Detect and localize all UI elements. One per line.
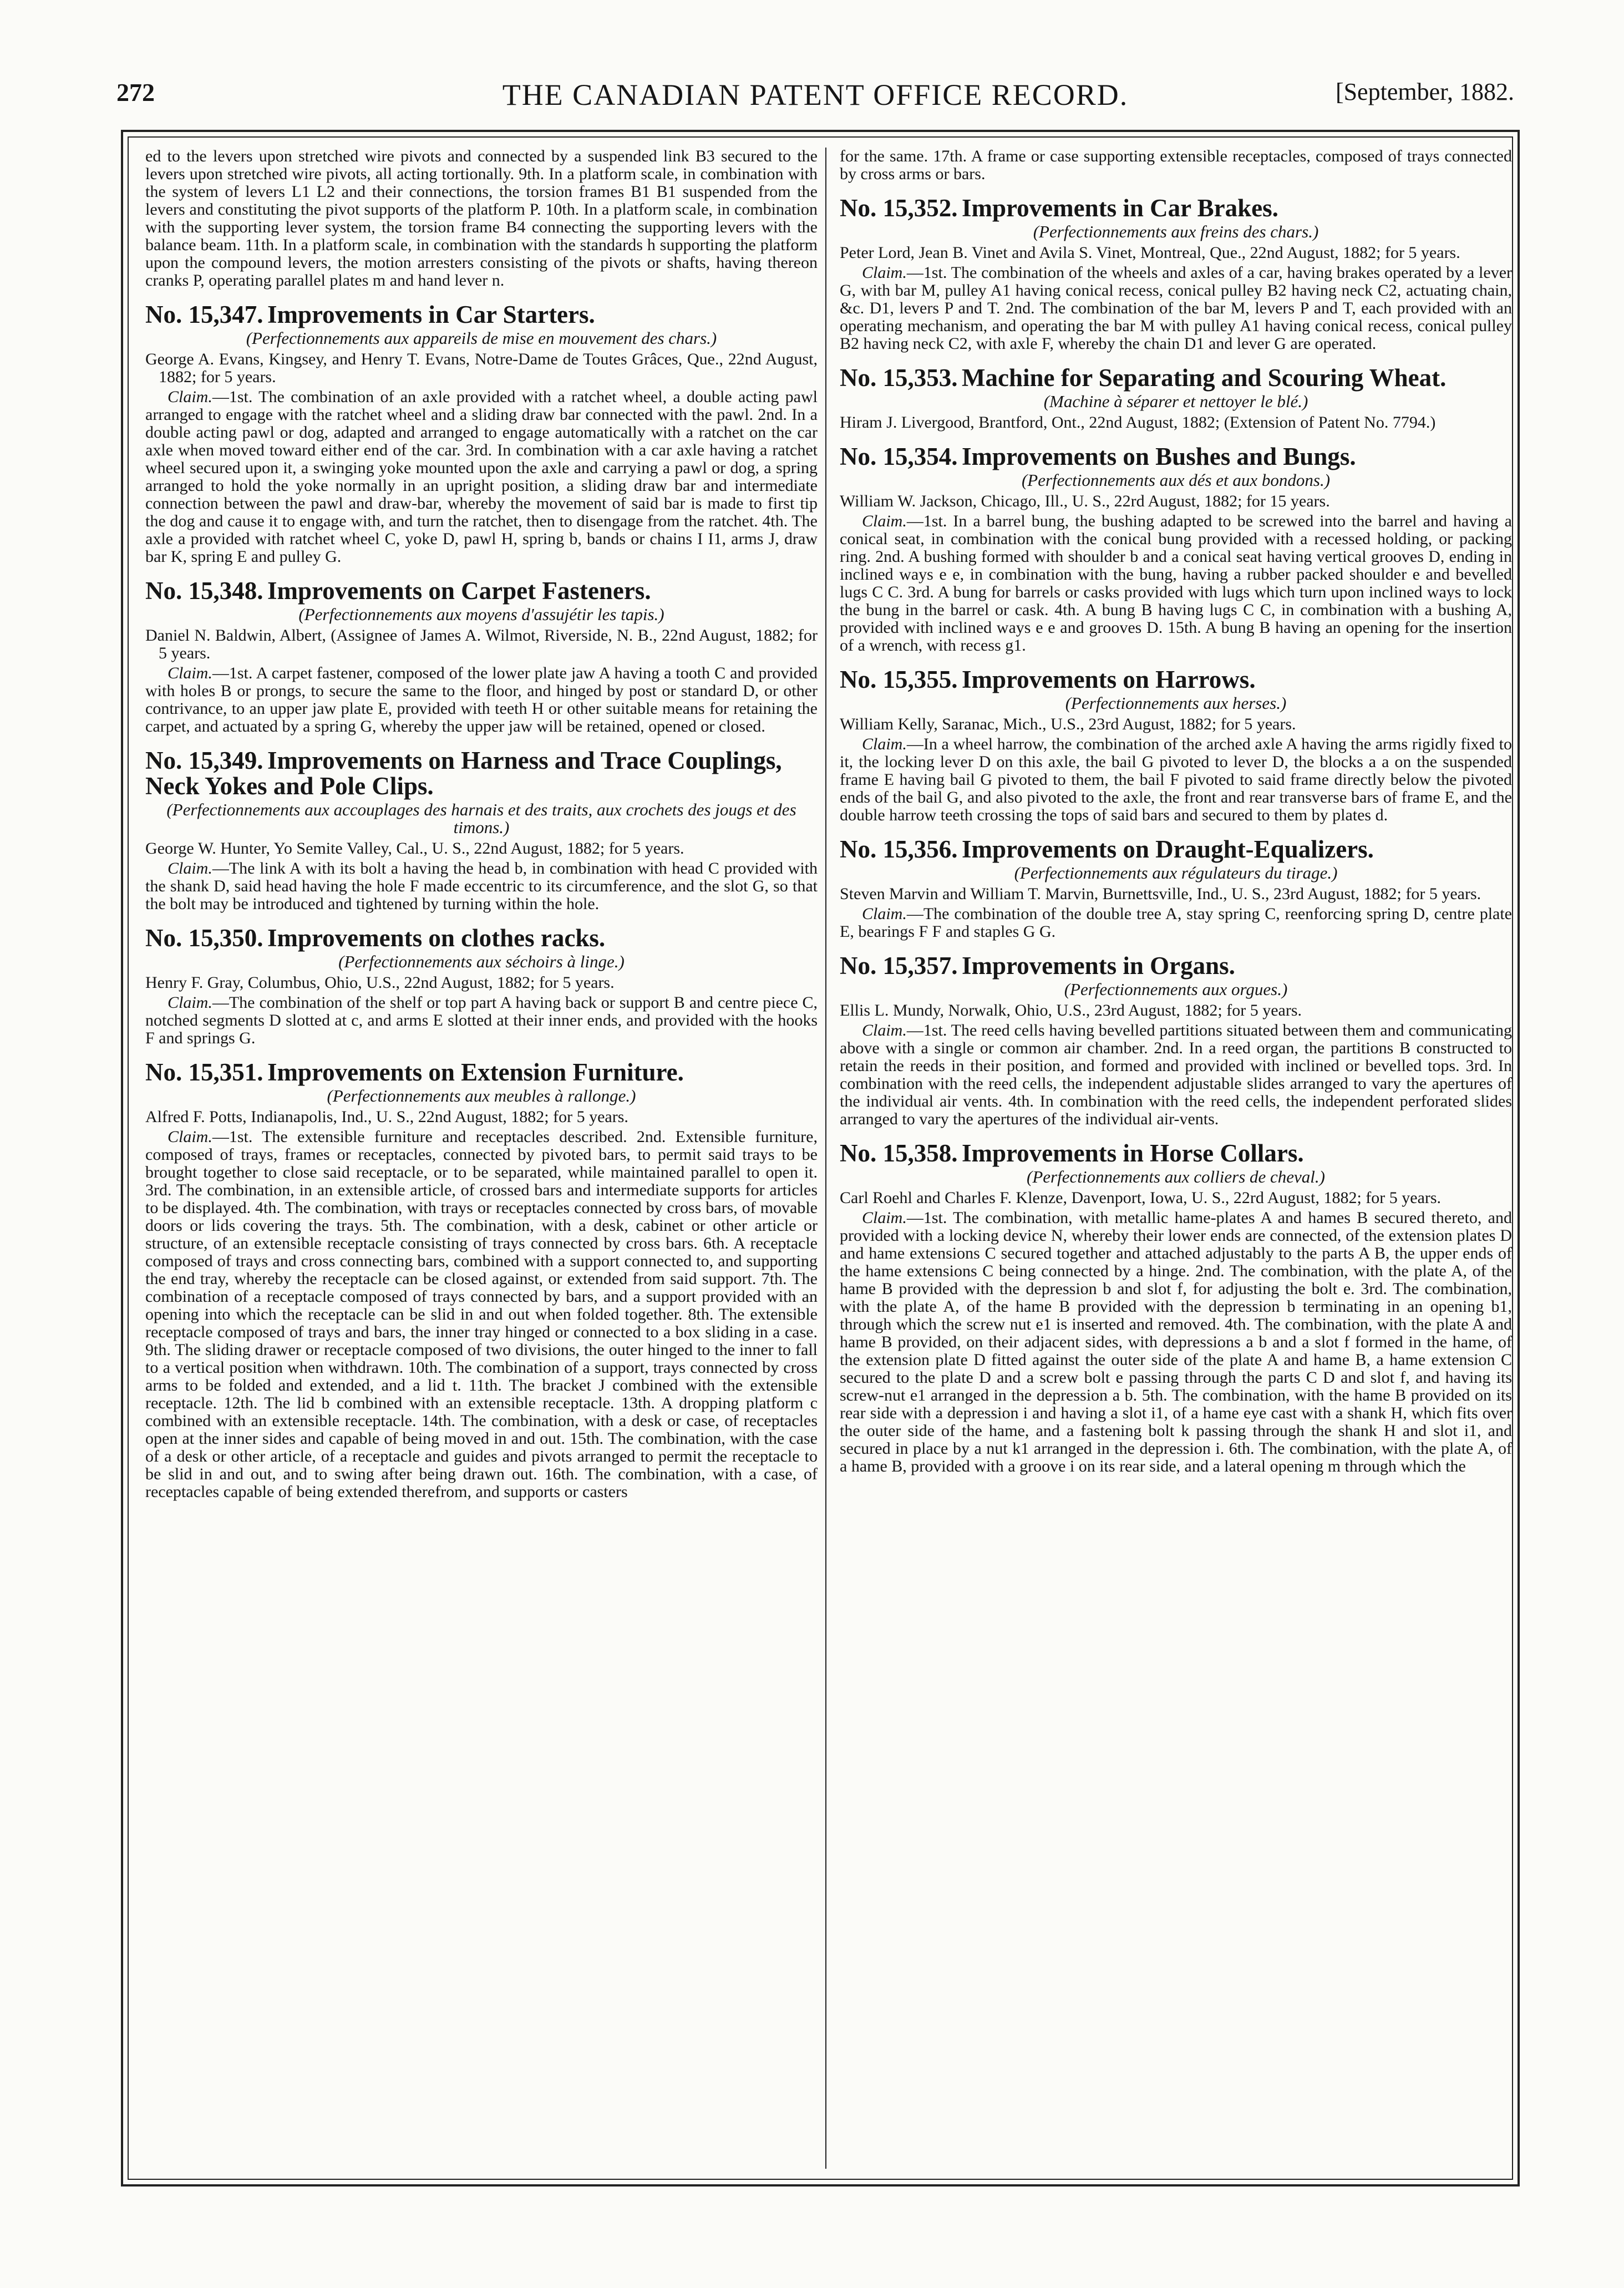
claim-text: —1st. In a barrel bung, the bushing adapted to be screwed into the barrel and having a conical seat, in combination with the conical bung provided with a recessed holding, or packing ring. 2nd. A bushing formed with shoulder b and a conical seat having vertical grooves D, ending in inclined ways e e, in combination with the bung, having a rubber packed shoulder e and bevelled lugs C C. 3rd. A bung for barrels or casks provided with lugs which turn upon inclined ways to lock the bung in the barrel or cask. 4th. A bung B having lugs C C, in combination with a bushing A, provided with inclined ways e e and grooves D. 15th. A bung B having an opening for the insertion of a wrench, with recess g1. [840,512,1512,655]
patent-applicant: Hiram J. Livergood, Brantford, Ont., 22nd August, 1882; (Extension of Patent No. 7794.) [840,413,1436,432]
patent-french-title: (Perfectionnements aux meubles à rallonge.) [327,1086,636,1105]
patent-claim [145,1128,818,1501]
left-column [145,148,818,1501]
patent-claim [840,1022,1512,1128]
patent-heading [840,444,1512,469]
patent-entry [145,578,818,735]
patent-number: No. 15,356. [840,835,958,863]
patent-applicant: George A. Evans, Kingsey, and Henry T. Evans, Notre-Dame de Toutes Grâces, Que., 22nd August, 1882; for 5 years. [145,350,818,386]
patent-applicant: George W. Hunter, Yo Semite Valley, Cal., U. S., 22nd August, 1882; for 5 years. [145,839,684,858]
patent-french-title: (Perfectionnements aux appareils de mise en mouvement des chars.) [246,328,717,348]
patent-heading [145,925,818,951]
patent-heading [145,302,818,327]
page-header [116,78,1514,116]
patent-french-title: (Perfectionnements aux colliers de cheval.) [1027,1167,1325,1186]
patent-title: Improvements on Harness and Trace Couplings, Neck Yokes and Pole Clips. [145,747,782,800]
patent-applicant: Steven Marvin and William T. Marvin, Burnettsville, Ind., U. S., 23rd August, 1882; for 5 years. [840,885,1481,903]
patent-entry [840,836,1512,941]
patent-number: No. 15,353. [840,364,958,392]
patent-title: Improvements in Organs. [962,952,1235,980]
patent-number: No. 15,357. [840,952,958,980]
claim-text: —The link A with its bolt a having the head b, in combination with head C provided with the shank D, said head having the hole F made eccentric to its circumference, and the slot G, so that the bolt may be introduced and tightened by turning within the hole. [145,859,818,913]
patent-title: Improvements on Bushes and Bungs. [962,443,1356,470]
patent-number: No. 15,355. [840,666,958,693]
patent-title: Improvements on Extension Furniture. [267,1058,684,1086]
claim-label: Claim. [168,664,212,682]
patent-heading [840,1140,1512,1166]
claim-label: Claim. [168,993,212,1012]
claim-text: —1st. A carpet fastener, composed of the lower plate jaw A having a tooth C and provided with holes B or prongs, to secure the same to the floor, and hinged by post or standard D, or other contrivance, to an upper jaw plate E, provided with teeth H or other suitable means for retaining the carpet, and actuated by a spring G, whereby the upper jaw will be retained, opened or closed. [145,664,818,735]
patent-number: No. 15,350. [145,924,263,952]
claim-text: —1st. The extensible furniture and receptacles described. 2nd. Extensible furniture, composed of trays, frames or receptacles, connected by pivoted bars, to permit said trays to be brought together to close said receptacle, or to be separated, while maintained parallel to open it. 3rd. The combination, in an extensible article, of crossed bars and intermediate supports for articles to be displayed. 4th. The combination, with trays or receptacles connected by cross bars, of movable doors or lids covering the trays. 5th. The combination, with a desk, cabinet or other article or structure, of an extensible receptacle consisting of trays connected by cross bars. 6th. A receptacle composed of trays and cross connecting bars, combined with a support connected to, and supporting the end tray, whereby the receptacle can be closed against, or extended from said support. 7th. The combination of a receptacle composed of trays connected by bars, and a support provided with an opening into which the receptacle can be slid in and out when folded together. 8th. The extensible receptacle composed of trays and bars, the inner tray hinged or connected to a box sliding in a case. 9th. The sliding drawer or receptacle composed of two divisions, the outer hinged to the inner to fall to a vertical position when withdrawn. 10th. The combination of a support, trays connected by cross arms to be folded and extended, and a lid t. 11th. The bracket J combined with the extensible receptacle. 12th. The lid b combined with an extensible receptacle. 13th. A dropping platform c combined with an extensible receptacle. 14th. The combination, with a desk or case, of receptacles open at the inner sides and capable of being moved in and out. 15th. The combination, with the case of a desk or other article, of a receptacle and guides and pivots arranged to permit the receptacle to be slid in and out, and to swing after being drawn out. 16th. The combination, with a case, of receptacles capable of being extended therefrom, and supports or casters [145,1128,818,1501]
patent-applicant: Alfred F. Potts, Indianapolis, Ind., U. S., 22nd August, 1882; for 5 years. [145,1108,628,1126]
patent-heading [840,195,1512,221]
patent-heading [840,953,1512,978]
patent-title: Improvements on Carpet Fasteners. [267,577,651,605]
claim-text: —1st. The combination of an axle provided with a ratchet wheel, a double acting pawl arranged to engage with the ratchet wheel and a sliding draw bar connected with the pawl. 2nd. In a double acting pawl or dog, adapted and arranged to engage automatically with a ratchet on the car axle when moved toward either end of the car. 3rd. In combination with a car axle having a ratchet wheel secured upon it, a swinging yoke mounted upon the axle and carrying a pawl or dog, a spring arranged to hold the yoke normally in an upright position, a sliding draw bar and intermediate connection between the pawl and draw-bar, whereby the movement of said bar is made to first tip the dog and cause it to engage with, and turn the ratchet, then to disengage from the ratchet. 4th. The axle a provided with ratchet wheel C, yoke D, pawl H, spring b, bands or chains I I1, arms J, draw bar K, spring E and pulley G. [145,388,818,566]
patent-entry [145,302,818,566]
patent-entry [840,444,1512,655]
patent-entry [840,667,1512,824]
patent-claim [145,664,818,735]
patent-french-title: (Perfectionnements aux moyens d'assujétir les tapis.) [298,605,664,624]
patent-entry [840,195,1512,353]
claim-label: Claim. [862,512,907,530]
patent-entry [840,953,1512,1128]
claim-text: —1st. The reed cells having bevelled partitions situated between them and communicating above with a single or common air chamber. 2nd. In a reed organ, the partitions B constructed to retain the reeds in their position, and formed and provided with inclined or bevelled tops. 3rd. In combination with the reed cells, the independent adjustable slides arranged to vary the apertures of the individual air vents. 4th. In combination with the reed cells, the independent perforated slides arranged to vary the apertures of the individual air-vents. [840,1021,1512,1128]
patent-applicant: Henry F. Gray, Columbus, Ohio, U.S., 22nd August, 1882; for 5 years. [145,973,615,992]
patent-french-title: (Perfectionnements aux dés et aux bondons.) [1021,470,1331,490]
patent-claim [145,860,818,913]
patent-applicant: William Kelly, Saranac, Mich., U.S., 23rd August, 1882; for 5 years. [840,715,1296,733]
patent-applicant: Daniel N. Baldwin, Albert, (Assignee of James A. Wilmot, Riverside, N. B., 22nd August, 1882; for 5 years. [145,626,818,662]
continuation-text: for the same. 17th. A frame or case supporting extensible receptacles, composed of trays connected by cross arms or bars. [840,147,1512,183]
patent-french-title: (Machine à séparer et nettoyer le blé.) [1043,392,1308,411]
claim-text: —The combination of the shelf or top part A having back or support B and centre piece C, notched segments D slotted at c, and arms E slotted at their inner ends, and provided with the hooks F and springs G. [145,993,818,1047]
page-frame [121,130,1520,2186]
claim-text: —1st. The combination, with metallic hame-plates A and hames B secured thereto, and provided with a locking device N, whereby their lower ends are connected, of the extension plates D and hame extensions C secured together and attached adjustably to the parts A B, the upper ends of the hame extensions C being connected by a hinge. 2nd. The combination, with the plate A, of the hame B provided with the depression b and slot f, for adjusting the bolt e. 3rd. The combination, with the plate A, of the hame B provided with the depression b terminating in an opening b1, through which the screw nut e1 is inserted and removed. 4th. The combination, with the plate A and hame B provided, on their adjacent sides, with depressions a b and a slot f formed in the hame, of the extension plate D fitted against the outer side of the plate A and hame B, a hame extension C secured to the plate D and a screw bolt e passing through the parts C D and slot f, and having its screw-nut e1 arranged in the depression a b. 5th. The combination, with the hame B provided on its rear side with a depression i and having a slot i1, of a hame eye cast with a shank H, which fits over the outer side of the hame, and a fastening bolt k passing through the shank H and slot i1, and secured in place by a nut k1 arranged in the depression i. 6th. The combination, with the plate A, of a hame B, provided with a groove i on its rear side, and a lateral opening m through which the [840,1209,1512,1475]
patent-claim [840,513,1512,655]
patent-number: No. 15,349. [145,747,263,774]
patent-number: No. 15,347. [145,301,263,328]
claim-text: —In a wheel harrow, the combination of the arched axle A having the arms rigidly fixed to it, the locking lever D on this axle, the bail G pivoted to lever D, the blocks a a on the suspended frame E having bail G pivoted to them, the bail F pivoted to said frame directly below the pivoted ends of the bail G, and also pivoted to the axle, the front and rear transverse bars of frame E, and the double harrow teeth crossing the tops of said bars and secured to them by plates d. [840,735,1512,824]
issue-date: [September, 1882. [1335,78,1514,105]
patent-heading [840,365,1512,390]
patent-number: No. 15,352. [840,194,958,222]
patent-entry [840,1140,1512,1475]
patent-title: Improvements in Horse Collars. [962,1139,1304,1167]
patent-title: Improvements on Draught-Equalizers. [962,835,1374,863]
patent-number: No. 15,351. [145,1058,263,1086]
patent-claim [840,735,1512,824]
claim-label: Claim. [862,1209,907,1227]
patent-entry [145,925,818,1047]
claim-label: Claim. [862,735,907,753]
patent-claim [840,264,1512,353]
right-column [840,148,1512,1475]
claim-label: Claim. [168,1128,212,1146]
patent-claim [840,905,1512,941]
patent-french-title: (Perfectionnements aux accouplages des harnais et des traits, aux crochets des jougs et des timons.) [166,800,796,837]
continuation-text: ed to the levers upon stretched wire pivots and connected by a suspended link B3 secured to the levers upon stretched wire pivots, all acting tortionally. 9th. In a platform scale, in combination with the system of levers L1 L2 and their connections, the torsion frames B1 B1 suspended from the levers and constituting the pivot supports of the platform P. 10th. In a platform scale, in combination with the supporting lever system, the torsion frame B4 connecting the supporting levers with the balance beam. 11th. In a platform scale, in combination with the standards h supporting the platform upon the compound levers, the motion arresters consisting of the pivots or shafts, having thereon cranks P, operating parallel plates m and hand lever n. [145,147,818,290]
patent-heading [840,667,1512,692]
patent-claim [145,994,818,1047]
patent-title: Improvements on clothes racks. [267,924,606,952]
patent-title: Machine for Separating and Scouring Wheat. [962,364,1447,392]
patent-french-title: (Perfectionnements aux freins des chars.) [1033,222,1319,241]
page-number: 272 [116,78,155,106]
patent-french-title: (Perfectionnements aux séchoirs à linge.) [338,952,625,971]
claim-label: Claim. [862,1021,907,1039]
patent-entry [145,1059,818,1501]
claim-text: —The combination of the double tree A, stay spring C, reenforcing spring D, centre plate E, bearings F F and staples G G. [840,905,1512,941]
claim-text: —1st. The combination of the wheels and axles of a car, having brakes operated by a lever G, with bar M, pulley A1 having conical recess, conical pulley B2 having neck C2, actuating chain, &c. D1, levers P and T. 2nd. The combination of the bar M, levers P and T, each provided with an operating mechanism, and operating the bar M with pulley A1 having conical recess, conical pulley B2 having neck C2, with axle F, whereby the chain D1 and lever G are operated. [840,263,1512,353]
patent-heading [145,748,818,799]
patent-claim [840,1209,1512,1475]
patent-french-title: (Perfectionnements aux orgues.) [1064,980,1288,999]
patent-applicant: Ellis L. Mundy, Norwalk, Ohio, U.S., 23rd August, 1882; for 5 years. [840,1001,1302,1019]
journal-title: THE CANADIAN PATENT OFFICE RECORD. [502,78,1129,111]
patent-title: Improvements in Car Brakes. [962,194,1278,222]
patent-title: Improvements in Car Starters. [267,301,595,328]
claim-label: Claim. [862,905,907,923]
patent-title: Improvements on Harrows. [962,666,1256,693]
patent-entry [840,365,1512,432]
patent-applicant: William W. Jackson, Chicago, Ill., U. S., 22rd August, 1882; for 15 years. [840,492,1330,510]
patent-french-title: (Perfectionnements aux herses.) [1065,693,1287,713]
patent-applicant: Peter Lord, Jean B. Vinet and Avila S. Vinet, Montreal, Que., 22nd August, 1882; for 5 years. [840,243,1460,262]
patent-entry [145,748,818,913]
patent-heading [145,578,818,603]
patent-number: No. 15,358. [840,1139,958,1167]
patent-applicant: Carl Roehl and Charles F. Klenze, Davenport, Iowa, U. S., 22rd August, 1882; for 5 years. [840,1189,1442,1207]
patent-heading [145,1059,818,1085]
claim-label: Claim. [862,263,907,282]
patent-claim [145,388,818,566]
patent-french-title: (Perfectionnements aux régulateurs du tirage.) [1014,863,1338,882]
patent-heading [840,836,1512,862]
column-divider [825,148,826,2169]
patent-number: No. 15,354. [840,443,958,470]
claim-label: Claim. [168,388,212,406]
patent-number: No. 15,348. [145,577,263,605]
claim-label: Claim. [168,859,212,877]
